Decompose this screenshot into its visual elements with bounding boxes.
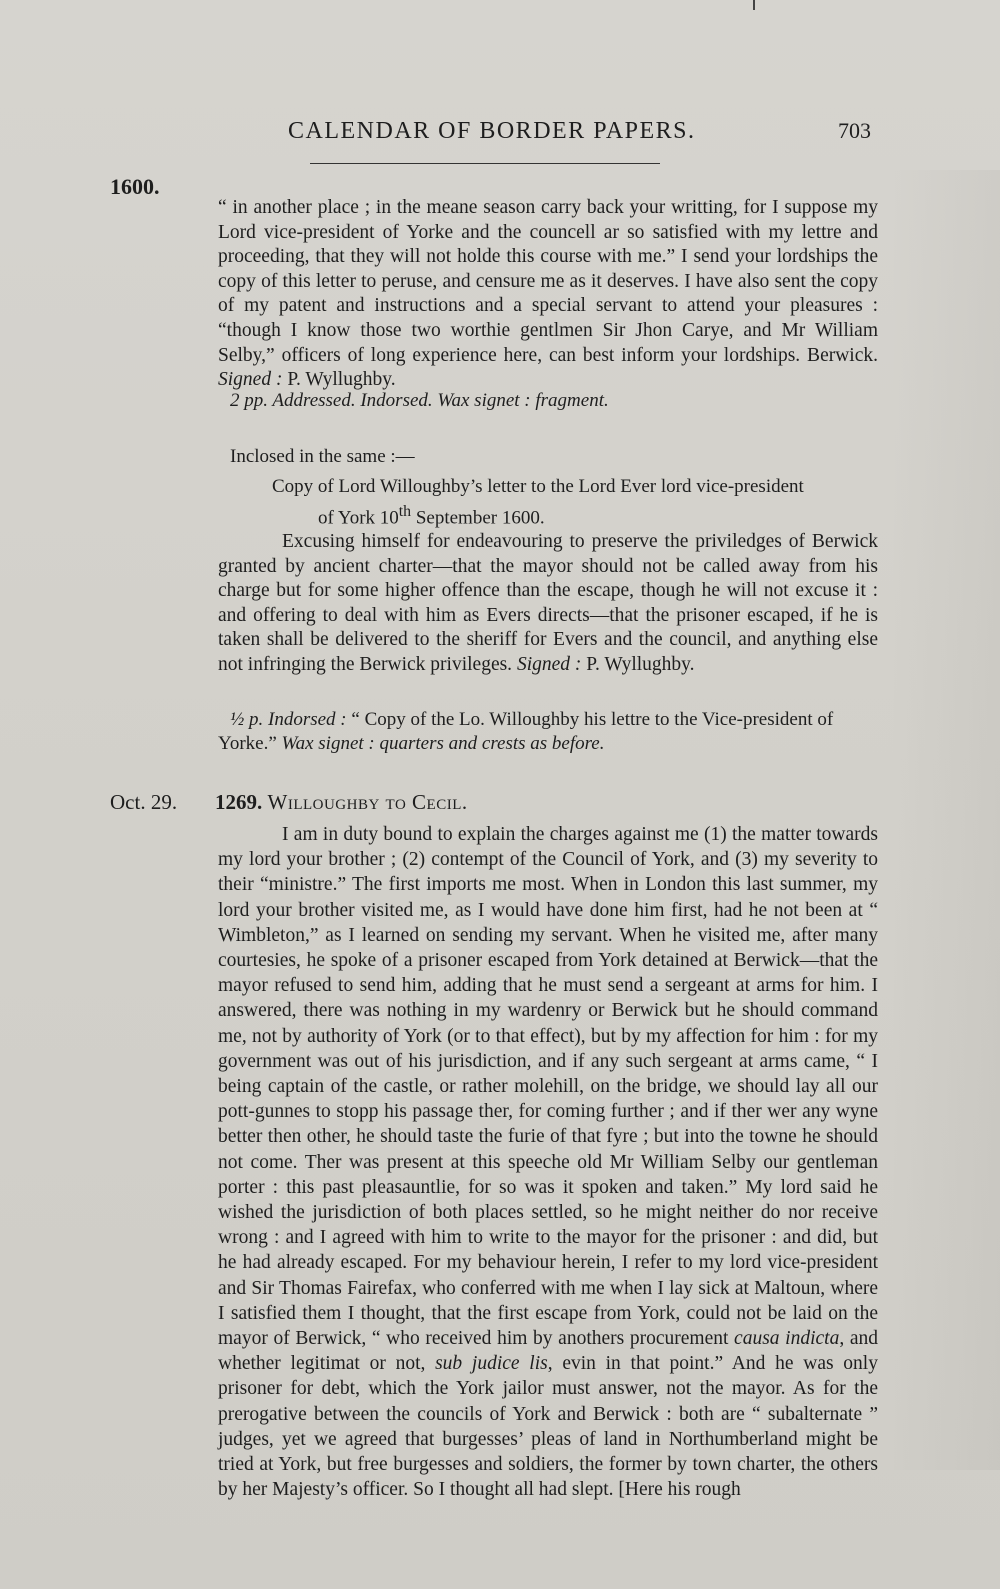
letter-continuation	[218, 196, 878, 393]
letter-text-3: , evin in that point.” And he was only prisoner for debt, which the York jailor must answer, not the mayor. As for the prerogative between the councils of York and Berwick : both are “ subalternate ” judges, yet we agreed that burgesses’ pleas of land in Northumberland might be tried at York, but free burgesses and soldiers, the former by town charter, the others by her Majesty’s officer. So I thought all had slept. [Here his rough	[218, 1353, 878, 1501]
page-edge-mark	[753, 0, 755, 10]
signature: P. Wyllughby.	[287, 369, 396, 391]
paragraph-text: “ in another place ; in the meane season carry back your writting, for I suppose my Lord vice-president of Yorke and the councell ar so satisfied with my lettre and proceeding, that they will not holde this course with me.” I send your lordships the copy of this letter to peruse, and censure me as it deserves. I have also sent the copy of my patent and instructions and a special servant to attend your pleasures : “though I know those two worthie gentlmen Sir Jhon Carye, and Mr William Selby,” officers of long experience here, can best inform your lordships. Berwick.	[218, 197, 878, 366]
letter-text-1: I am in duty bound to explain the charges against me (1) the matter towards my lord your brother ; (2) contempt of the Council of York, and (3) my severity to their “ministre.” The first imports me most. When in London this last summer, my lord your brother visited me, as I would have done him first, had he not been at “ Wimbleton,” as I learned on sending my servant. When he visited me, after many courtesies, he spoke of a prisoner escaped from York detained at Berwick—that the mayor refused to send him, adding that he must send a sergeant at arms for him. I answered, there was nothing in my wardenry or Berwick but he should command me, not by authority of York (or to that effect), but by my affection for him : for my government was out of his jurisdiction, and if any such sergeant at arms came, “ I being captain of the castle, or rather molehill, on the bridge, we should lay all our pott-gunnes to stopp his passage ther, for coming further ; and if ther wer any wyne better then other, he should taste the furie of that fyre ; but into the towne he should not come. Ther was present at this speeche old Mr William Selby our gentleman porter : this past pleasauntlie, for so was it spoken and taken.” My lord said he wished the jurisdiction of both places settled, so he might neither do nor receive wrong : and I agreed with him to write to the mayor for the prisoner : and did, but he had already escaped. For my behaviour herein, I refer to my lord vice-president and Sir Thomas Fairefax, who conferred with me when I lay sick at Maltoun, where I satisfied them I thought, that the first escape from York, could not be laid on the mayor of Berwick, “ who received him by anothers procurement	[218, 824, 878, 1350]
document-note: 2 pp. Addressed. Indorsed. Wax signet : fragment.	[230, 390, 609, 411]
inclosure-heading-line-2	[272, 499, 872, 530]
ordinal-suffix: th	[398, 503, 412, 520]
inclosure-note	[218, 708, 878, 756]
signature: P. Wyllughby.	[586, 653, 695, 675]
header-rule	[310, 163, 660, 164]
paragraph-text: Excusing himself for endeavouring to preserve the priviledges of Berwick granted by ancient charter—that the mayor should not be called away from his charge but for some higher offence than the escape, though he will not excuse it : and offering to deal with him as Evers directs—that the prisoner escaped, if he is taken shall be delivered to the sheriff for Evers and the council, and anything else not infringing the Berwick privileges.	[218, 531, 878, 675]
margin-year: 1600.	[110, 174, 160, 199]
latin-phrase-1: causa indicta	[734, 1328, 840, 1350]
heading-text: of York 10	[318, 507, 399, 529]
signed-label: Signed :	[516, 653, 582, 675]
entry-number: 1269.	[215, 790, 263, 814]
fraction-pages: ½ p.	[230, 709, 264, 730]
latin-phrase-2: sub judice lis	[435, 1353, 548, 1375]
inclosure-heading	[272, 474, 872, 530]
wax-signet: Wax signet : quarters and crests as before.	[281, 733, 605, 754]
margin-date: Oct. 29.	[110, 790, 178, 814]
page-header	[0, 118, 1000, 158]
inclosure-heading-line-1: Copy of Lord Willoughby’s letter to the Lord Ever lord vice-president	[272, 476, 804, 497]
inclosure-summary	[218, 530, 878, 678]
letter-text-2: , and whether legitimat or not,	[218, 1328, 879, 1375]
bleed-through-shade	[890, 170, 1000, 1470]
indorsed-label: Indorsed :	[268, 709, 347, 730]
entry-title: Willoughby to Cecil.	[267, 790, 468, 814]
entry-heading	[215, 790, 468, 815]
page-number: 703	[838, 118, 871, 143]
running-title: CALENDAR OF BORDER PAPERS.	[288, 118, 696, 144]
heading-text-end: September 1600.	[411, 507, 545, 529]
indorsed-quote: “ Copy of the Lo. Willoughby his lettre to the Vice-president of Yorke.”	[218, 709, 834, 754]
inclosure-label: Inclosed in the same :—	[230, 446, 415, 467]
letter-body	[218, 822, 878, 1502]
signed-label: Signed :	[218, 369, 283, 391]
